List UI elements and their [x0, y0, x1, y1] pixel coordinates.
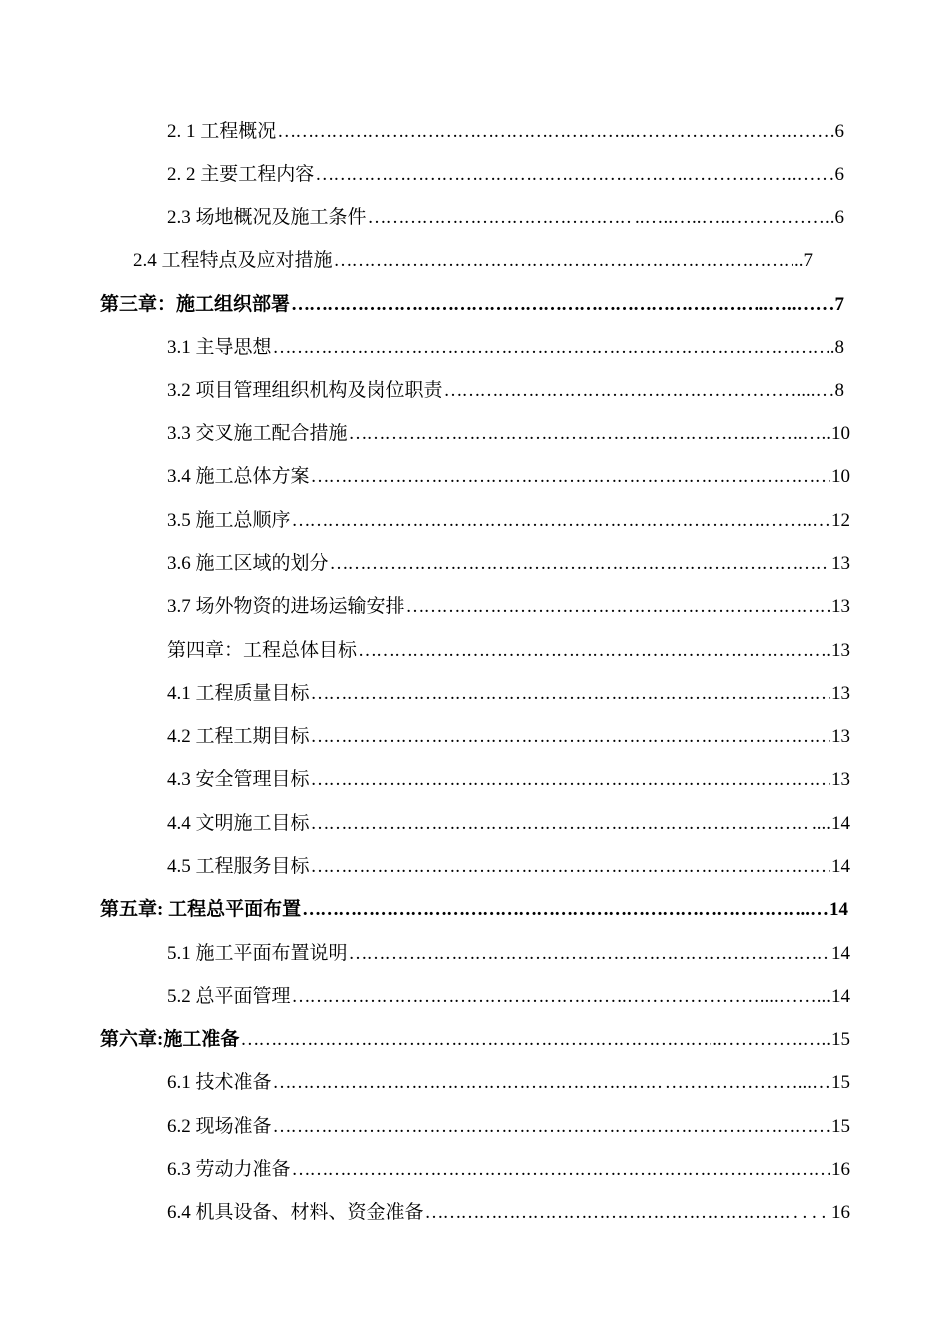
toc-entry-page: ..……..…12 — [755, 510, 850, 531]
toc-dot-leader — [311, 854, 830, 880]
toc-entry-page: ..7 — [794, 250, 813, 271]
toc-entry-label: 3.1 主导思想 — [167, 337, 272, 358]
toc-entry-label: 2.4 工程特点及应对措施 — [133, 250, 333, 271]
toc-entry-2-1 — [167, 115, 844, 145]
toc-dot-leader — [425, 1200, 792, 1226]
toc-dot-leader — [349, 941, 830, 967]
toc-entry-label: 第三章：施工组织部署 — [100, 294, 291, 315]
toc-dot-leader — [273, 1114, 830, 1140]
toc-entry-5-1 — [167, 937, 850, 967]
toc-entry-label: 3.4 施工总体方案 — [167, 466, 310, 487]
toc-dot-leader — [368, 205, 634, 231]
toc-dot-leader — [311, 767, 830, 793]
toc-dot-leader — [406, 594, 830, 620]
toc-entry-page: ..…..……7 — [758, 294, 844, 315]
toc-entry-page: 13 — [831, 726, 850, 747]
toc-entry-page: ..…………………….…….6 — [625, 121, 844, 142]
toc-entry-page: 10 — [831, 466, 850, 487]
toc-dot-leader — [273, 1070, 664, 1096]
toc-entry-6-4 — [167, 1196, 850, 1226]
toc-entry-label: 2. 1 工程概况 — [167, 121, 277, 142]
toc-dot-leader — [349, 421, 750, 447]
toc-entry-5-2 — [167, 980, 850, 1010]
toc-dot-leader — [273, 335, 829, 361]
toc-dot-leader — [292, 1157, 830, 1183]
toc-entry-4-2 — [167, 720, 850, 750]
toc-chapter-3 — [100, 288, 844, 318]
toc-dot-leader — [334, 248, 793, 274]
toc-entry-label: 5.2 总平面管理 — [167, 986, 291, 1007]
toc-entry-label: 6.4 机具设备、材料、资金准备 — [167, 1202, 424, 1223]
toc-entry-label: 第四章：工程总体目标 — [167, 640, 358, 661]
toc-entry-label: 4.4 文明施工目标 — [167, 813, 310, 834]
toc-dot-leader — [311, 464, 830, 490]
toc-entry-label: 4.3 安全管理目标 — [167, 769, 310, 790]
toc-dot-leader — [292, 984, 617, 1010]
toc-chapter-4 — [167, 634, 850, 664]
toc-entry-page: 13 — [831, 596, 850, 617]
toc-entry-label: 4.1 工程质量目标 — [167, 683, 310, 704]
toc-entry-3-7 — [167, 590, 850, 620]
toc-entry-page: 13 — [831, 683, 850, 704]
toc-entry-3-3 — [167, 417, 850, 447]
toc-entry-page: ..…..…..…..……………..6 — [635, 207, 844, 228]
toc-entry-6-1 — [167, 1066, 850, 1096]
toc-dot-leader — [277, 119, 624, 145]
toc-entry-label: 3.2 项目管理组织机构及岗位职责 — [167, 380, 443, 401]
toc-entry-page: 16 — [831, 1159, 850, 1180]
toc-dot-leader — [330, 551, 830, 577]
toc-entry-3-4 — [167, 460, 850, 490]
toc-entry-label: 4.2 工程工期目标 — [167, 726, 310, 747]
toc-dot-leader — [315, 162, 676, 188]
toc-entry-label: 5.1 施工平面布置说明 — [167, 943, 348, 964]
toc-entry-label: 3.5 施工总顺序 — [167, 510, 291, 531]
toc-dot-leader — [292, 508, 754, 534]
toc-entry-label: 2. 2 主要工程内容 — [167, 164, 315, 185]
toc-entry-label: 3.6 施工区域的划分 — [167, 553, 329, 574]
toc-dot-leader — [444, 378, 701, 404]
toc-dot-leader — [291, 292, 757, 318]
toc-entry-page: ..……….……..……6 — [677, 164, 844, 185]
toc-dot-leader — [240, 1027, 711, 1053]
toc-entry-page: ..………….…..15 — [712, 1029, 850, 1050]
toc-entry-6-2 — [167, 1110, 850, 1140]
toc-dot-leader — [302, 897, 795, 923]
toc-entry-page: 14 — [831, 856, 850, 877]
toc-entry-page: ..13 — [821, 640, 850, 661]
toc-entry-page: ……………....…8 — [701, 380, 844, 401]
toc-entry-3-5 — [167, 504, 850, 534]
toc-entry-label: 6.1 技术准备 — [167, 1072, 272, 1093]
toc-entry-2-4 — [133, 244, 813, 274]
toc-entry-page: 13 — [831, 553, 850, 574]
toc-entry-2-2 — [167, 158, 844, 188]
toc-entry-label: 2.3 场地概况及施工条件 — [167, 207, 367, 228]
toc-entry-label: 4.5 工程服务目标 — [167, 856, 310, 877]
toc-entry-page: 13 — [831, 769, 850, 790]
toc-dot-leader — [358, 638, 820, 664]
toc-entry-4-5 — [167, 850, 850, 880]
toc-entry-3-6 — [167, 547, 850, 577]
toc-entry-page: ...…14 — [795, 899, 848, 920]
toc-entry-label: 6.3 劳动力准备 — [167, 1159, 291, 1180]
toc-entry-3-2 — [167, 374, 844, 404]
toc-entry-4-1 — [167, 677, 850, 707]
toc-entry-label: 3.7 场外物资的进场运输安排 — [167, 596, 405, 617]
toc-dot-leader — [311, 811, 811, 837]
toc-chapter-6 — [100, 1023, 850, 1053]
toc-entry-page: …………………...…15 — [664, 1072, 850, 1093]
toc-entry-2-3 — [167, 201, 844, 231]
toc-entry-page: . . . . 16 — [793, 1202, 850, 1223]
toc-entry-label: 第六章:施工准备 — [100, 1029, 240, 1050]
toc-entry-label: 第五章: 工程总平面布置 — [100, 899, 302, 920]
toc-entry-page: .8 — [829, 337, 844, 358]
toc-chapter-5 — [100, 893, 848, 923]
toc-entry-6-3 — [167, 1153, 850, 1183]
toc-entry-4-4 — [167, 807, 850, 837]
toc-entry-label: 3.3 交叉施工配合措施 — [167, 423, 348, 444]
toc-entry-page: 14 — [831, 943, 850, 964]
toc-entry-page: ....14 — [812, 813, 850, 834]
toc-entry-4-3 — [167, 763, 850, 793]
toc-entry-label: 6.2 现场准备 — [167, 1116, 272, 1137]
toc-dot-leader — [311, 724, 830, 750]
toc-entry-3-1 — [167, 331, 844, 361]
toc-entry-page: ..…………………....……...14 — [617, 986, 850, 1007]
toc-dot-leader — [311, 681, 830, 707]
toc-entry-page: .……..…..10 — [750, 423, 850, 444]
toc-entry-page: 15 — [831, 1116, 850, 1137]
